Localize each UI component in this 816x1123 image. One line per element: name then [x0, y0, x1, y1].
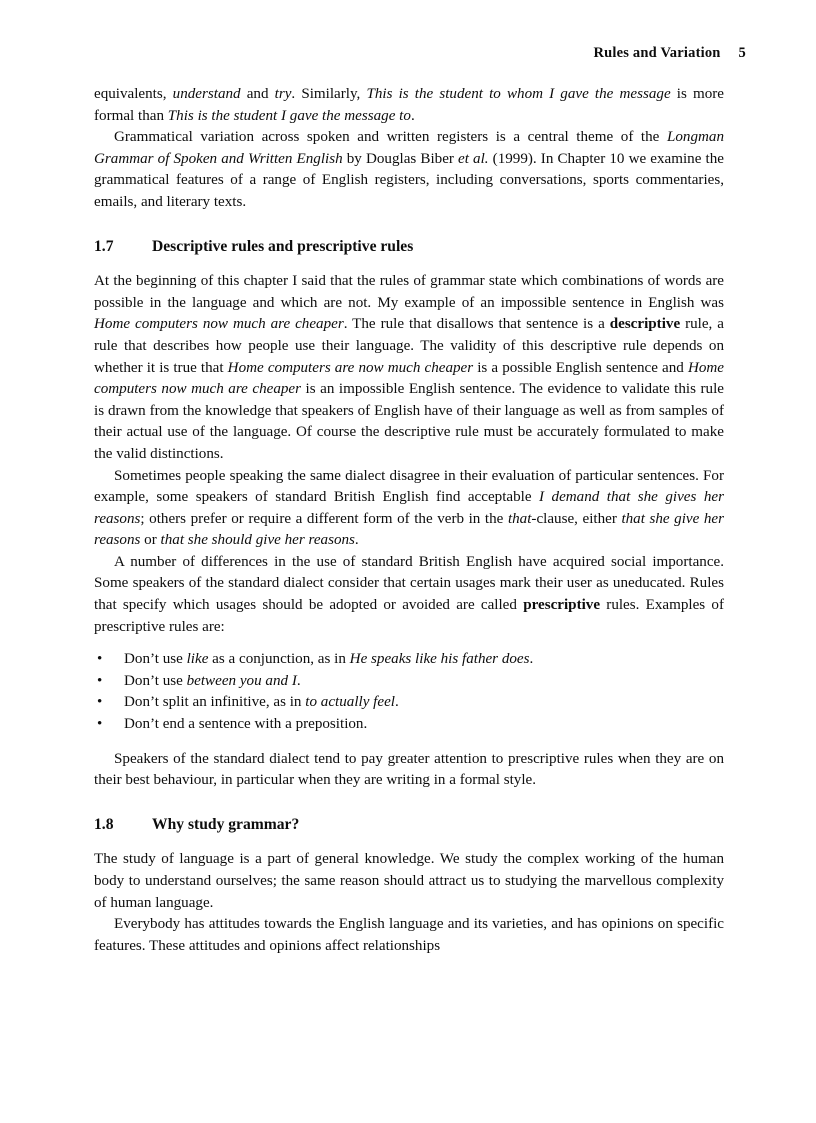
text-run: .	[296, 672, 301, 689]
italic-run: Longman Grammar of Spoken and Written English	[94, 129, 724, 167]
spacer	[94, 792, 724, 814]
paragraph-descriptive-rule	[94, 271, 724, 465]
bullet-icon: •	[97, 694, 103, 711]
text-run: Don’t use	[124, 651, 187, 668]
text-run: .	[410, 107, 415, 124]
italic-run: to actually feel	[305, 694, 395, 711]
bold-run: prescriptive	[523, 597, 601, 614]
section-number: 1.8	[94, 815, 114, 833]
text-run: (1999). In Chapter 10 we examine the grammatical features of a range of English registers, including conversations, sports commentaries, emails, and literary texts.	[94, 150, 724, 210]
italic-run: that	[507, 510, 532, 527]
spacer	[94, 736, 724, 749]
paragraph-best-behaviour	[94, 749, 724, 792]
text-run: rules. Examples of prescriptive rules are:	[94, 597, 725, 635]
list-item	[94, 692, 724, 714]
bullet-icon: •	[97, 651, 103, 668]
spacer	[94, 257, 724, 271]
section-heading-1-8	[94, 814, 724, 836]
italic-run: that she give her reasons	[94, 510, 724, 549]
text-run: Everybody has attitudes towards the English language and its varieties, and has opinions on specific features. These attitudes and opinions affect relationships	[94, 916, 724, 954]
text-run: Don’t use	[124, 672, 187, 689]
paragraph-equivalents	[94, 84, 724, 127]
text-run: . The rule that disallows that sentence is a	[343, 316, 610, 333]
italic-run: I demand that she gives her reasons	[94, 489, 724, 527]
text-run: as a conjunction, as in	[208, 651, 350, 668]
spacer	[94, 835, 724, 849]
text-run: Grammatical variation across spoken and written registers is a central theme of the	[114, 129, 667, 146]
section-title: Why study grammar?	[152, 815, 300, 833]
section-title: Descriptive rules and prescriptive rules	[152, 237, 414, 255]
italic-run: This is the student I gave the message to	[167, 107, 411, 124]
text-run: Don’t end a sentence with a preposition.	[124, 716, 368, 733]
page-number: 5	[738, 45, 746, 61]
text-run: .	[354, 532, 359, 549]
spacer	[94, 638, 724, 649]
italic-run: understand	[172, 86, 241, 102]
italic-run: et al.	[458, 150, 489, 167]
section-heading-1-7	[94, 236, 724, 258]
italic-run: Home computers are now much cheaper	[227, 359, 474, 376]
italic-run: between you and I	[186, 672, 297, 689]
text-run: -clause, either	[531, 510, 622, 527]
running-header	[94, 45, 746, 62]
bullet-icon: •	[97, 672, 103, 689]
text-run: is a possible English sentence and	[473, 359, 688, 376]
list-item	[94, 671, 724, 693]
italic-run: like	[186, 651, 209, 668]
paragraph-prescriptive-rules	[94, 552, 724, 638]
bullet-icon: •	[97, 716, 103, 733]
paragraph-attitudes	[94, 914, 724, 957]
running-header-title: Rules and Variation	[593, 45, 721, 61]
text-run: At the beginning of this chapter I said that the rules of grammar state which combinations of words are possible in the language and which are not. My example of an impossible sentence in English was	[94, 273, 724, 311]
text-run: ; others prefer or require a different form of the verb in the	[140, 510, 508, 527]
text-run: The study of language is a part of general knowledge. We study the complex working of the human body to understand ourselves; the same reason should attract us to studying the marvellous complexity of human language.	[94, 851, 724, 911]
text-run: rule, a rule that describes how people use their language. The validity of this descriptive rule depends on whether it is true that	[94, 316, 724, 376]
text-run: . Similarly,	[291, 86, 367, 102]
text-run: or	[140, 532, 161, 549]
text-run: is more formal than	[94, 86, 725, 124]
bold-run: descriptive	[609, 316, 681, 333]
prescriptive-rules-list	[94, 649, 724, 735]
text-run: Speakers of the standard dialect tend to pay greater attention to prescriptive rules when they are on their best behaviour, in particular when they are writing in a formal style.	[94, 750, 724, 789]
italic-run: Home computers now much are cheaper	[94, 316, 344, 333]
italic-run: try	[274, 86, 292, 102]
text-column	[94, 84, 724, 957]
text-run: Sometimes people speaking the same dialect disagree in their evaluation of particular sentences. For example, some speakers of standard British English find acceptable	[94, 467, 724, 506]
text-run: Don’t split an infinitive, as in	[124, 694, 306, 711]
italic-run: This is the student to whom I gave the message	[366, 86, 671, 102]
italic-run: Home computers now much are cheaper	[94, 359, 724, 398]
text-run: .	[529, 651, 534, 668]
paragraph-grammatical-variation	[94, 127, 724, 213]
text-run: equivalents,	[94, 86, 173, 102]
spacer	[94, 214, 724, 236]
text-run: by Douglas Biber	[342, 150, 459, 167]
text-run: is an impossible English sentence. The evidence to validate this rule is drawn from the knowledge that speakers of English have of their language as well as from samples of their actual use of the language. Of course the descriptive rule must be accurately formulated to make the valid distinctions.	[94, 381, 724, 462]
list-item	[94, 714, 724, 736]
paragraph-dialect-disagreement	[94, 466, 724, 552]
italic-run: that she should give her reasons	[160, 532, 355, 549]
list-item	[94, 649, 724, 671]
paragraph-study-of-language	[94, 849, 724, 914]
text-run: A number of differences in the use of standard British English have acquired social importance. Some speakers of the standard dialect consider that certain usages mark their user as uneducated. Rules that specify which usages should be adopted or avoided are called	[94, 553, 724, 614]
italic-run: He speaks like his father does	[349, 651, 530, 668]
text-run: .	[394, 694, 399, 711]
section-number: 1.7	[94, 237, 114, 255]
text-run: and	[240, 86, 275, 102]
